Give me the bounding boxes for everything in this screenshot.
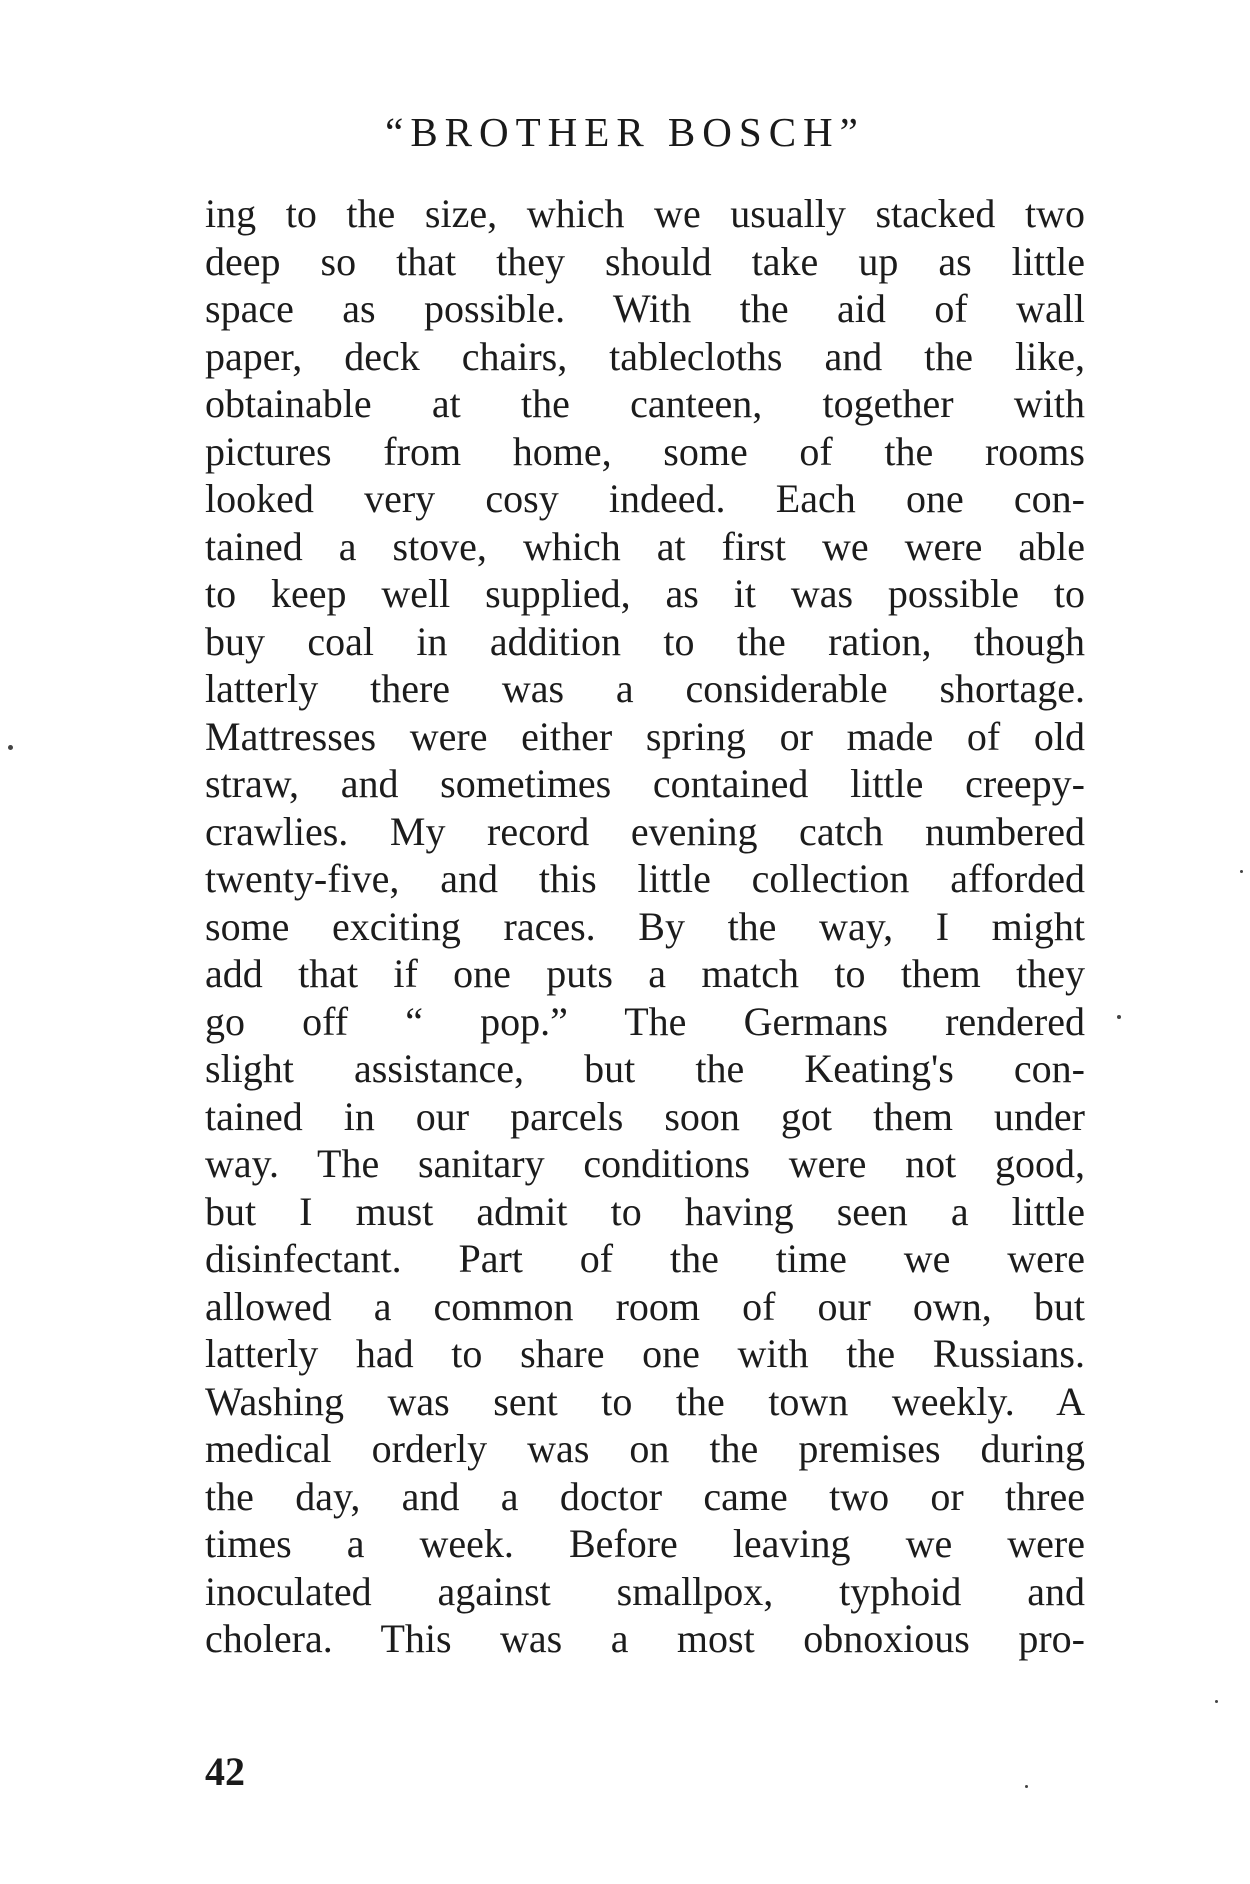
text-line: paper, deck chairs, tablecloths and the like, [205, 333, 1085, 379]
text-line: straw, and sometimes contained little creepy- [205, 761, 1085, 806]
text-line: some exciting races. By the way, I might [205, 903, 1085, 949]
text-line: obtainable at the canteen, together with [205, 381, 1085, 426]
text-line: times a week. Before leaving we were [205, 1521, 1085, 1566]
text-line: cholera. This was a most obnoxious pro- [205, 1616, 1085, 1661]
text-line: disinfectant. Part of the time we were [205, 1236, 1085, 1281]
text-line: deep so that they should take up as little [205, 238, 1085, 284]
text-line: crawlies. My record evening catch numbered [205, 808, 1085, 854]
body-text [205, 190, 1085, 1663]
text-line: Mattresses were either spring or made of old [205, 713, 1085, 759]
text-line: medical orderly was on the premises during [205, 1426, 1085, 1471]
text-line: latterly there was a considerable shortage. [205, 666, 1085, 711]
scan-speck [1025, 1785, 1028, 1788]
scan-speck [1240, 870, 1243, 873]
text-line: looked very cosy indeed. Each one con- [205, 476, 1085, 521]
page-number: 42 [205, 1749, 245, 1794]
scan-speck [8, 745, 13, 750]
text-line: slight assistance, but the Keating's con- [205, 1046, 1085, 1091]
text-line: the day, and a doctor came two or three [205, 1473, 1085, 1519]
text-line: tained a stove, which at first we were able [205, 523, 1085, 569]
scan-speck [1117, 1015, 1121, 1019]
text-line: space as possible. With the aid of wall [205, 286, 1085, 331]
scan-speck [1215, 1700, 1218, 1703]
text-line: go off “ pop.” The Germans rendered [205, 998, 1085, 1044]
text-line: Washing was sent to the town weekly. A [205, 1378, 1085, 1424]
text-line: buy coal in addition to the ration, though [205, 618, 1085, 664]
text-line: way. The sanitary conditions were not good, [205, 1141, 1085, 1186]
text-line: tained in our parcels soon got them under [205, 1093, 1085, 1139]
text-line: but I must admit to having seen a little [205, 1188, 1085, 1234]
text-line: ing to the size, which we usually stacked two [205, 191, 1085, 236]
running-head-title: “BROTHER BOSCH” [385, 109, 865, 155]
text-line: pictures from home, some of the rooms [205, 428, 1085, 474]
text-line: add that if one puts a match to them they [205, 951, 1085, 996]
text-line: to keep well supplied, as it was possible to [205, 571, 1085, 616]
text-line: allowed a common room of our own, but [205, 1283, 1085, 1329]
text-line: twenty-five, and this little collection afforded [205, 856, 1085, 901]
text-line: latterly had to share one with the Russians. [205, 1331, 1085, 1376]
text-line: inoculated against smallpox, typhoid and [205, 1568, 1085, 1614]
